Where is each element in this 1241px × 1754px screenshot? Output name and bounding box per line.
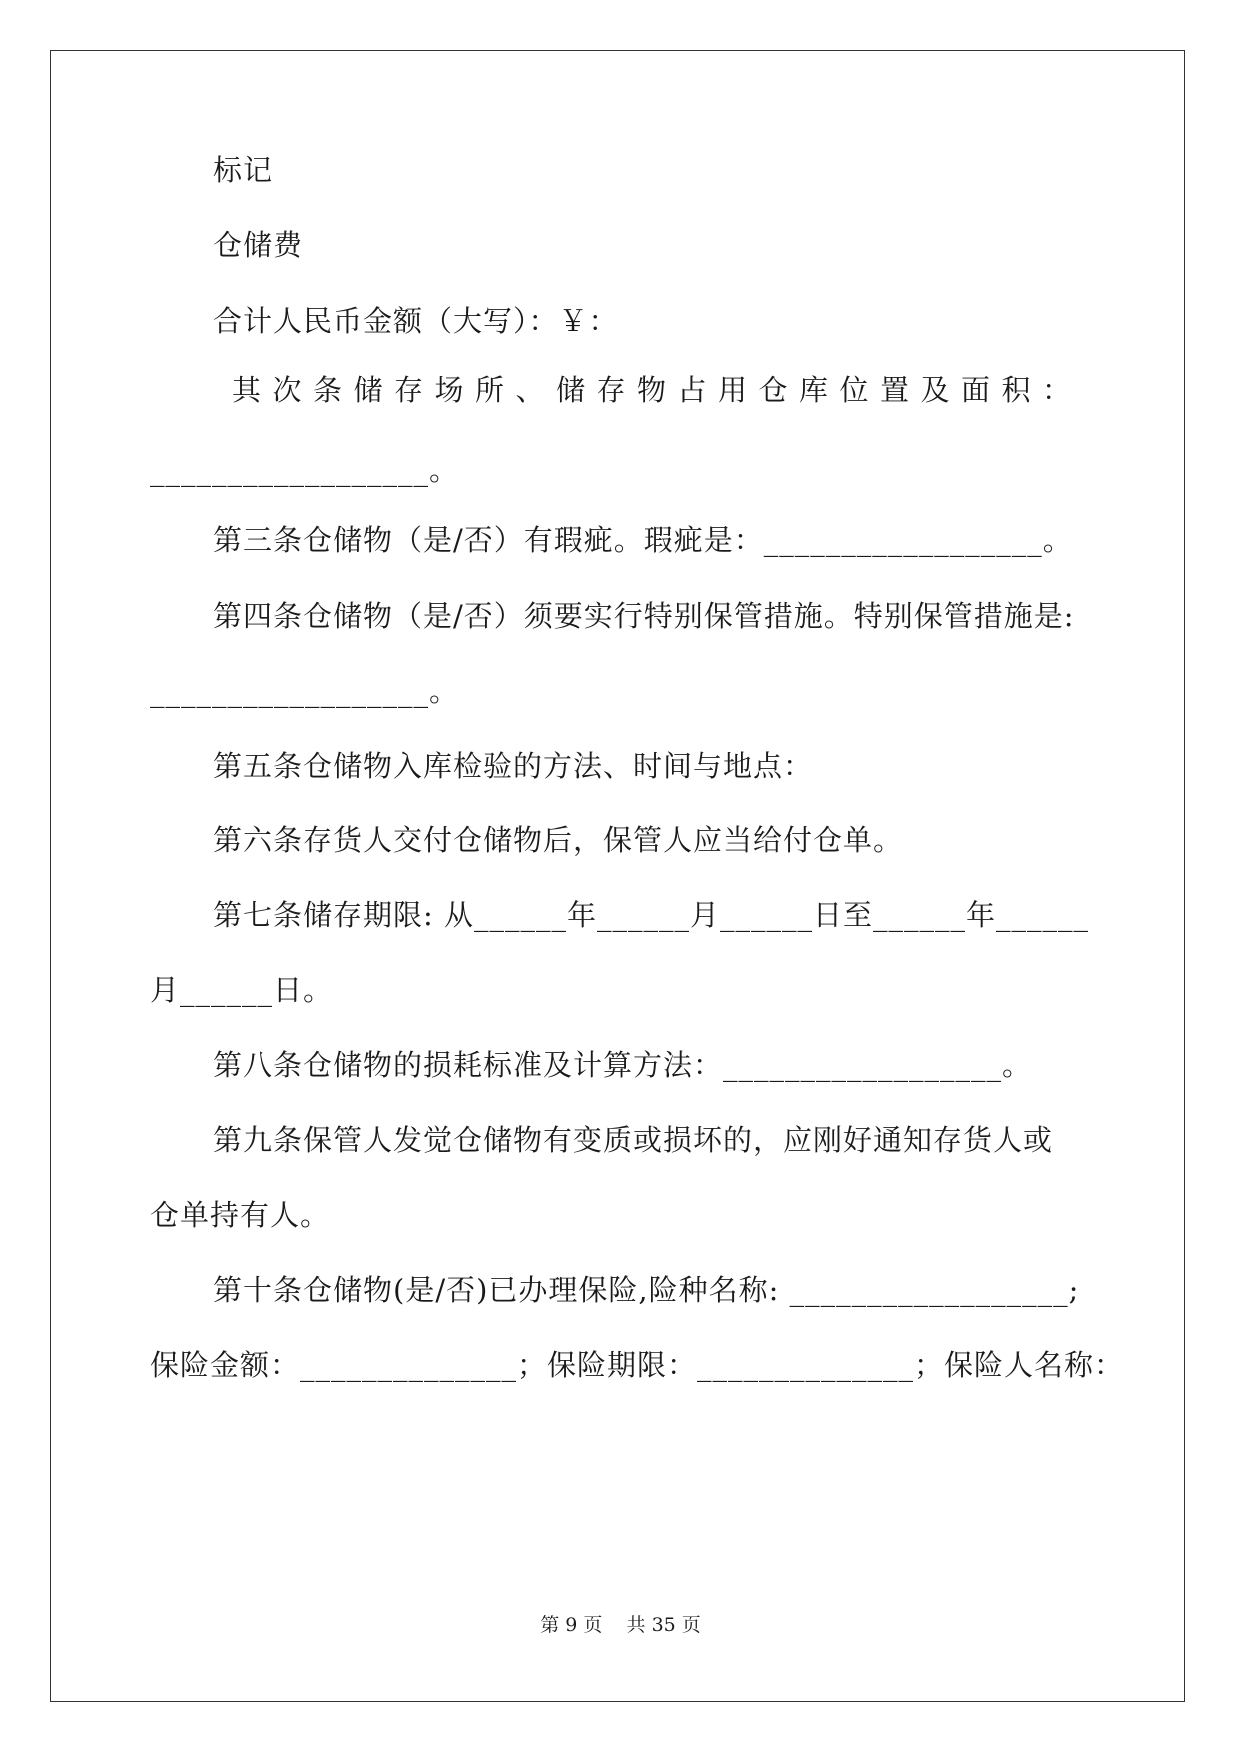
- text-line-article-4: 第四条仓储物（是/否）须要实行特别保管措施。特别保管措施是:: [213, 599, 1075, 633]
- text-line-biaoji: 标记: [213, 153, 274, 187]
- text-line-total-amount: 合计人民币金额（大写）：￥：: [213, 304, 619, 338]
- text-line-storage-fee: 仓储费: [213, 228, 304, 262]
- text-line-article-5: 第五条仓储物入库检验的方法、时间与地点：: [213, 749, 814, 783]
- text-line-article-2-blank: __________________。: [150, 453, 460, 487]
- text-line-article-6: 第六条存货人交付仓储物后，保管人应当给付仓单。: [213, 823, 904, 857]
- text-line-article-4-blank: __________________。: [150, 674, 460, 708]
- text-line-article-7-cont: 月______日。: [150, 973, 334, 1007]
- page-border: [50, 50, 1185, 1702]
- text-line-article-3: 第三条仓储物（是/否）有瑕疵。瑕疵是：__________________。: [213, 523, 1073, 557]
- page-footer: 第 9 页 共 35 页: [540, 1614, 701, 1636]
- text-line-article-9: 第九条保管人发觉仓储物有变质或损坏的，应刚好通知存货人或: [213, 1123, 1054, 1157]
- text-line-article-2: 其次条储存场所、储存物占用仓库位置及面积：: [232, 373, 1083, 407]
- text-line-article-7: 第七条储存期限: 从______年______月______日至______年______: [213, 898, 1089, 932]
- text-line-article-8: 第八条仓储物的损耗标准及计算方法：__________________。: [213, 1048, 1033, 1082]
- text-line-article-10-cont: 保险金额：______________；保险期限：______________；保险人名称：: [150, 1348, 1125, 1382]
- text-line-article-10: 第十条仓储物(是/否)已办理保险,险种名称: __________________;: [213, 1273, 1080, 1307]
- text-line-article-9-cont: 仓单持有人。: [150, 1198, 331, 1232]
